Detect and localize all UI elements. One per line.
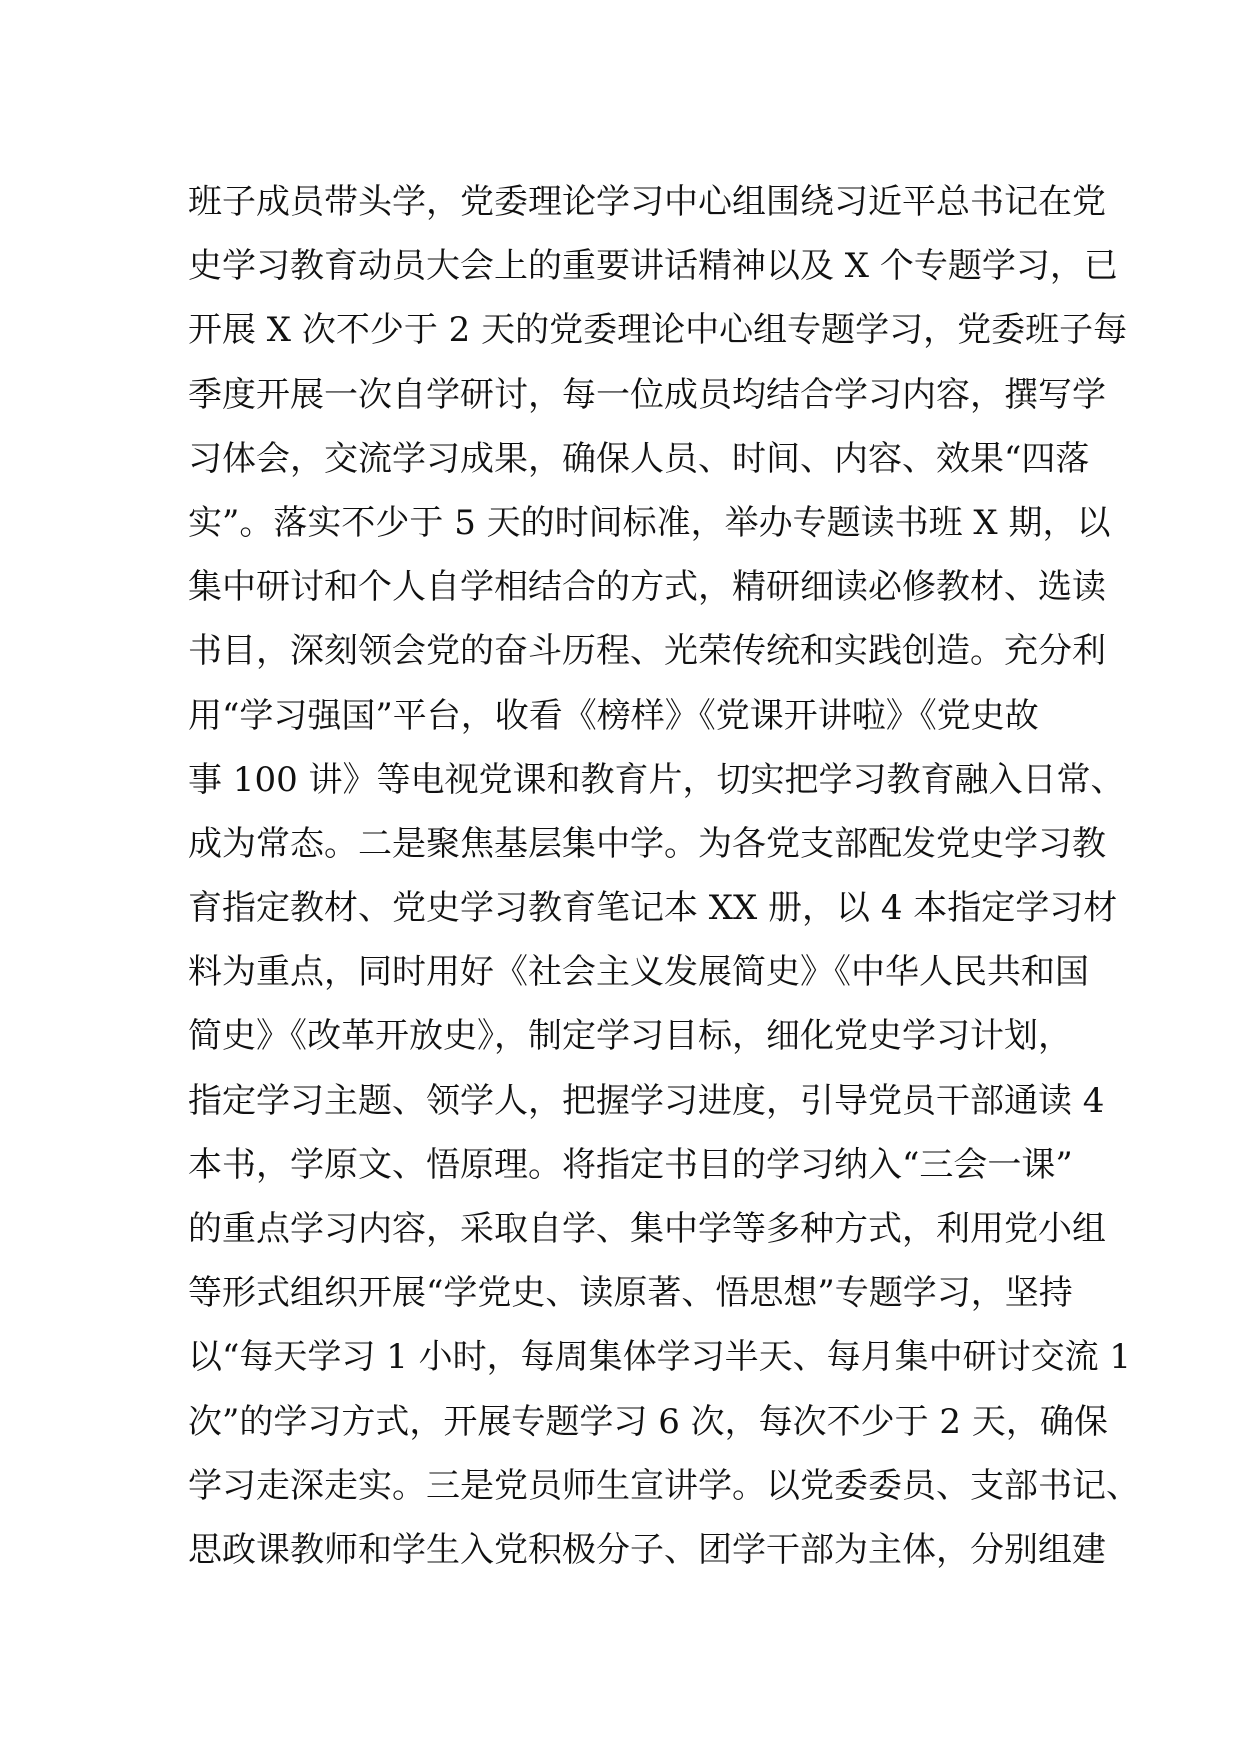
text-line: 实”。落实不少于 5 天的时间标准，举办专题读书班 X 期，以 [188, 502, 1111, 543]
text-line: 料为重点，同时用好《社会主义发展简史》《中华人民共和国 [188, 952, 1089, 993]
text-line: 等形式组织开展“学党史、读原著、悟思想”专题学习，坚持 [188, 1273, 1073, 1314]
text-line: 习体会，交流学习成果，确保人员、时间、内容、效果“四落 [188, 438, 1090, 479]
text-line: 班子成员带头学，党委理论学习中心组围绕习近平总书记在党 [188, 182, 1106, 222]
text-line: 用“学习强国”平台，收看《榜样》《党课开讲啦》《党史故 [188, 695, 1039, 736]
text-line: 次”的学习方式，开展专题学习 6 次，每次不少于 2 天，确保 [188, 1401, 1108, 1442]
text-line: 指定学习主题、领学人，把握学习进度，引导党员干部通读 4 [188, 1080, 1105, 1121]
text-line: 书目，深刻领会党的奋斗历程、光荣传统和实践创造。充分利 [188, 631, 1106, 672]
text-line: 思政课教师和学生入党积极分子、团学干部为主体，分别组建 [188, 1529, 1106, 1570]
body-text [188, 170, 1140, 1582]
text-line: 史学习教育动员大会上的重要讲话精神以及 X 个专题学习，已 [188, 246, 1118, 287]
text-line: 简史》《改革开放史》，制定学习目标，细化党史学习计划， [188, 1016, 1072, 1057]
text-line: 学习走深走实。三是党员师生宣讲学。以党委委员、支部书记、 [188, 1465, 1140, 1506]
text-line: 事 100 讲》等电视党课和教育片，切实把学习教育融入日常、 [188, 759, 1125, 800]
text-line: 成为常态。二是聚焦基层集中学。为各党支部配发党史学习教 [188, 823, 1106, 864]
text-line: 集中研讨和个人自学相结合的方式，精研细读必修教材、选读 [188, 567, 1106, 608]
text-line: 开展 X 次不少于 2 天的党委理论中心组专题学习，党委班子每 [188, 310, 1128, 351]
text-line: 的重点学习内容，采取自学、集中学等多种方式，利用党小组 [188, 1209, 1106, 1249]
text-line: 以“每天学习 1 小时，每周集体学习半天、每月集中研讨交流 1 [188, 1337, 1132, 1378]
text-line: 本书，学原文、悟原理。将指定书目的学习纳入“三会一课” [188, 1144, 1073, 1185]
text-line: 季度开展一次自学研讨，每一位成员均结合学习内容，撰写学 [188, 374, 1106, 415]
text-line: 育指定教材、党史学习教育笔记本 XX 册，以 4 本指定学习材 [188, 888, 1118, 929]
